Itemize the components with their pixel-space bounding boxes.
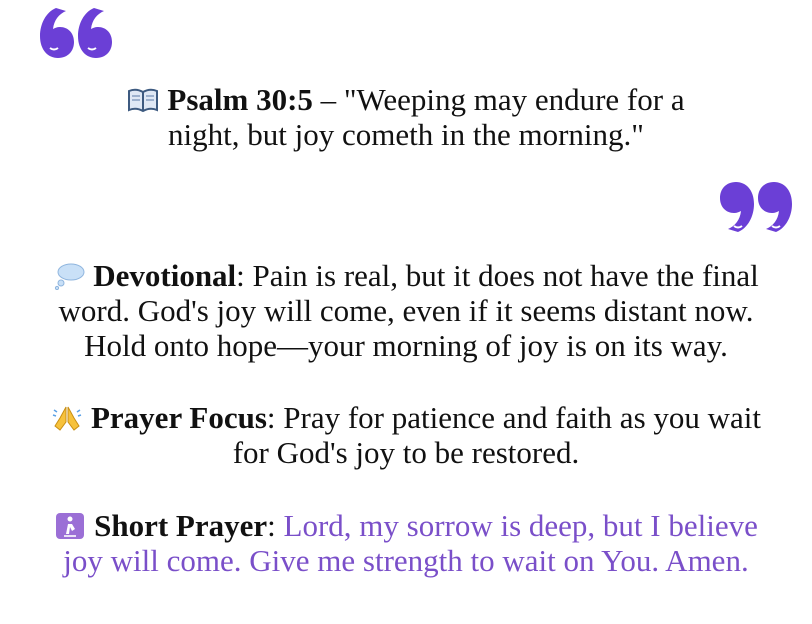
devotional-label: Devotional [93,258,237,293]
short-prayer-line-1 [0,508,812,543]
prayer-focus-text-1: : Pray for patience and faith as you wait [266,400,761,435]
verse-text-1: "Weeping may endure for a [343,82,685,117]
devotional-text-1: : Pain is real, but it does not have the final [236,258,759,293]
verse-block [0,82,812,152]
close-quote-icon [718,180,794,238]
short-prayer-label: Short Prayer [94,508,268,543]
short-prayer-colon: : [267,508,284,543]
thought-bubble-icon [53,262,85,290]
devotional-text-2: word. God's joy will come, even if it seems distant now. [58,293,754,328]
prayer-focus-block [0,400,812,470]
short-prayer-text-2: joy will come. Give me strength to wait on You. Amen. [63,543,749,578]
prayer-focus-text-2: for God's joy to be restored. [232,435,580,470]
verse-text-2: night, but joy cometh in the morning." [168,117,644,152]
prayer-focus-label: Prayer Focus [90,400,267,435]
short-prayer-text-1: Lord, my sorrow is deep, but I believe [283,508,758,543]
devotional-line-1 [0,258,812,293]
open-quote-icon [38,2,114,60]
prayer-focus-line-1 [0,400,812,435]
short-prayer-block [0,508,812,578]
verse-line-1 [0,82,812,117]
devotional-text-3: Hold onto hope—your morning of joy is on its way. [84,328,728,363]
devotional-block [0,258,812,363]
verse-separator: – [312,82,344,117]
open-book-icon [127,86,159,114]
verse-reference: Psalm 30:5 [167,82,313,117]
folded-hands-icon [51,404,83,432]
place-of-worship-icon [54,512,86,540]
